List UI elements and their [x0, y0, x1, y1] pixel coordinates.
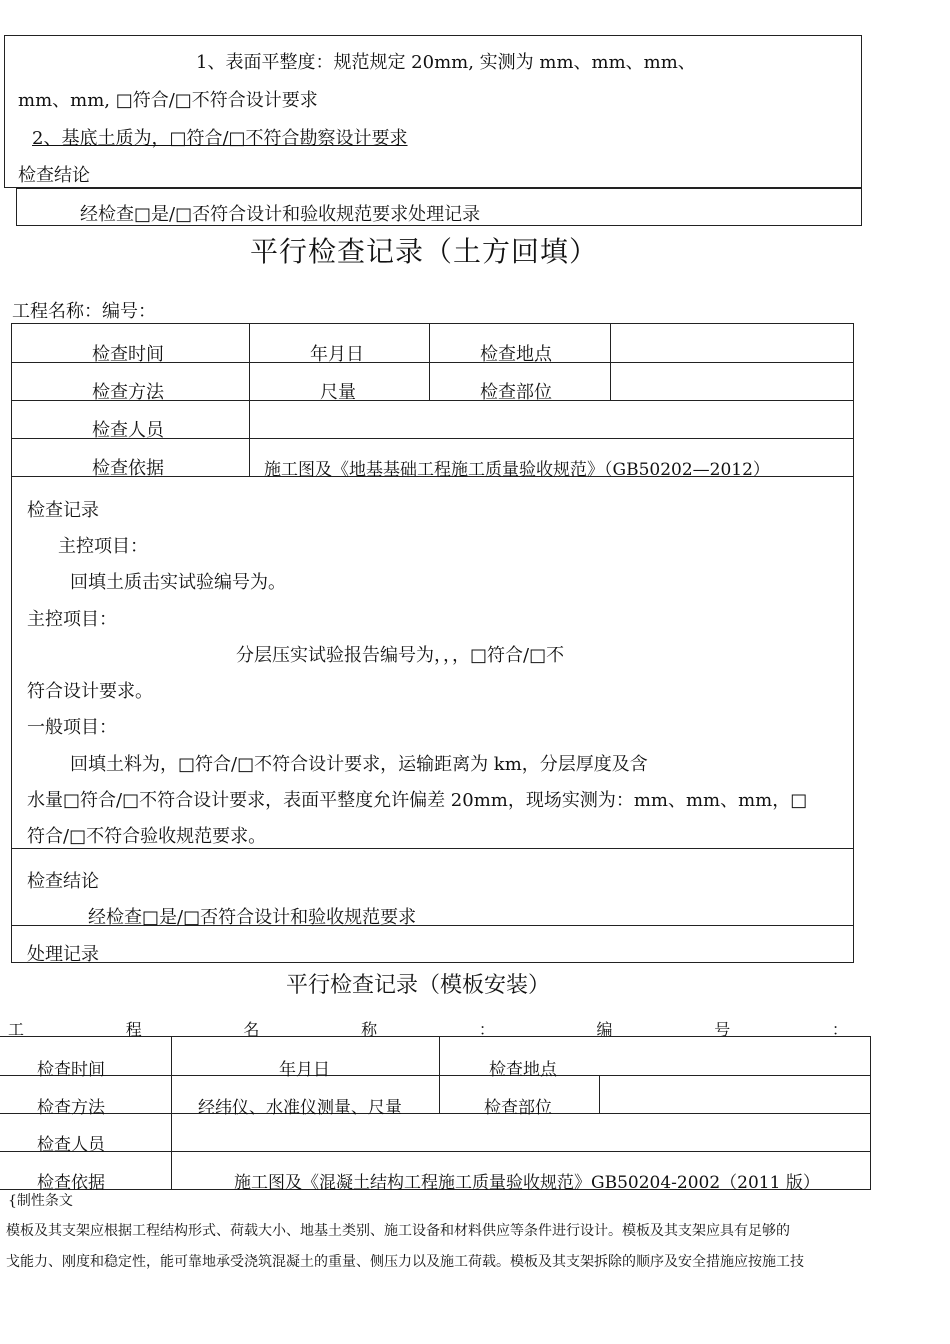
earthwork-main-item-1: 主控项目：: [58, 536, 148, 557]
earthwork-title: 平行检查记录（土方回填）: [250, 235, 599, 268]
formwork-method-label: 检查方法: [37, 1098, 105, 1118]
header-char: 号: [714, 1020, 731, 1039]
earthwork-general-text-2: 水量□符合/□不符合设计要求，表面平整度允许偏差 20mm，现场实测为：mm、mm、mm，□: [27, 790, 808, 811]
earthwork-handling-label: 处理记录: [27, 944, 99, 965]
formwork-person-label: 检查人员: [37, 1135, 105, 1155]
formwork-title: 平行检查记录（模板安装）: [286, 973, 551, 998]
formwork-place-value[interactable]: [600, 1038, 866, 1072]
header-char: 编: [596, 1020, 613, 1039]
earthwork-general-item: 一般项目：: [27, 717, 117, 738]
earthwork-header-line: 工程名称：编号：: [12, 301, 156, 322]
flatness-line-1: 1、表面平整度：规范规定 20mm, 实测为 mm、mm、mm、: [196, 52, 696, 73]
earthwork-main-item-2: 主控项目：: [27, 609, 117, 630]
earthwork-place-value[interactable]: [612, 326, 850, 360]
earthwork-main-item-1-text: 回填土质击实试验编号为。: [70, 572, 286, 593]
header-char: ：: [831, 1020, 848, 1039]
earthwork-conclusion-text: 经检查□是/□否符合设计和验收规范要求: [88, 907, 417, 928]
earthwork-basis-value: 施工图及《地基基础工程施工质量验收规范》（GB50202—2012）: [264, 460, 770, 480]
earthwork-person-value[interactable]: [252, 402, 850, 436]
formwork-part-value[interactable]: [602, 1077, 866, 1111]
earthwork-method-value: 尺量: [320, 382, 356, 403]
earthwork-part-value[interactable]: [612, 364, 850, 398]
formwork-time-value: 年月日: [279, 1060, 330, 1080]
formwork-method-value: 经纬仪、水准仪测量、尺量: [198, 1098, 402, 1118]
formwork-note-line-1: 模板及其支架应根据工程结构形式、荷载大小、地基土类别、施工设备和材料供应等条件进行设计。模板及其支架应具有足够的: [6, 1223, 790, 1239]
earthwork-main-item-2-text: 分层压实试验报告编号为，，，□符合/□不: [236, 645, 565, 666]
earthwork-record-label: 检查记录: [27, 500, 99, 521]
formwork-note-title: {制性条文: [8, 1193, 73, 1209]
top-conclusion-label: 检查结论: [18, 165, 90, 186]
header-char: 名: [243, 1020, 260, 1039]
header-char: 称: [361, 1020, 378, 1039]
earthwork-place-label: 检查地点: [480, 344, 552, 365]
formwork-basis-value: 施工图及《混凝土结构工程施工质量验收规范》GB50204-2002（2011 版）: [234, 1173, 820, 1193]
formwork-person-value[interactable]: [174, 1115, 866, 1149]
earthwork-general-text-1: 回填土料为，□符合/□不符合设计要求，运输距离为 km，分层厚度及含: [70, 754, 648, 775]
formwork-place-label: 检查地点: [489, 1060, 557, 1080]
earthwork-part-label: 检查部位: [480, 382, 552, 403]
formwork-time-label: 检查时间: [37, 1060, 105, 1080]
top-conclusion-text: 经检查□是/□否符合设计和验收规范要求处理记录: [80, 204, 481, 225]
earthwork-general-text-3: 符合/□不符合验收规范要求。: [27, 826, 267, 847]
formwork-note-line-2: 戈能力、刚度和稳定性，能可靠地承受浇筑混凝土的重量、侧压力以及施工荷载。模板及其支架拆除的顺序及安全措施应按施工技: [6, 1254, 804, 1270]
formwork-part-label: 检查部位: [484, 1098, 552, 1118]
header-char: ：: [478, 1020, 495, 1039]
header-char: 工: [8, 1020, 25, 1039]
soil-quality-line: 2、基底土质为，□符合/□不符合勘察设计要求: [32, 128, 408, 149]
header-char: 程: [125, 1020, 142, 1039]
earthwork-time-value: 年月日: [310, 344, 364, 365]
earthwork-time-label: 检查时间: [92, 344, 164, 365]
earthwork-main-item-2-text-cont: 符合设计要求。: [27, 681, 153, 702]
earthwork-person-label: 检查人员: [92, 420, 164, 441]
earthwork-basis-label: 检查依据: [92, 458, 164, 479]
earthwork-method-label: 检查方法: [92, 382, 164, 403]
flatness-line-2: mm、mm, □符合/□不符合设计要求: [18, 90, 318, 111]
formwork-basis-label: 检查依据: [37, 1173, 105, 1193]
earthwork-conclusion-label: 检查结论: [27, 871, 99, 892]
